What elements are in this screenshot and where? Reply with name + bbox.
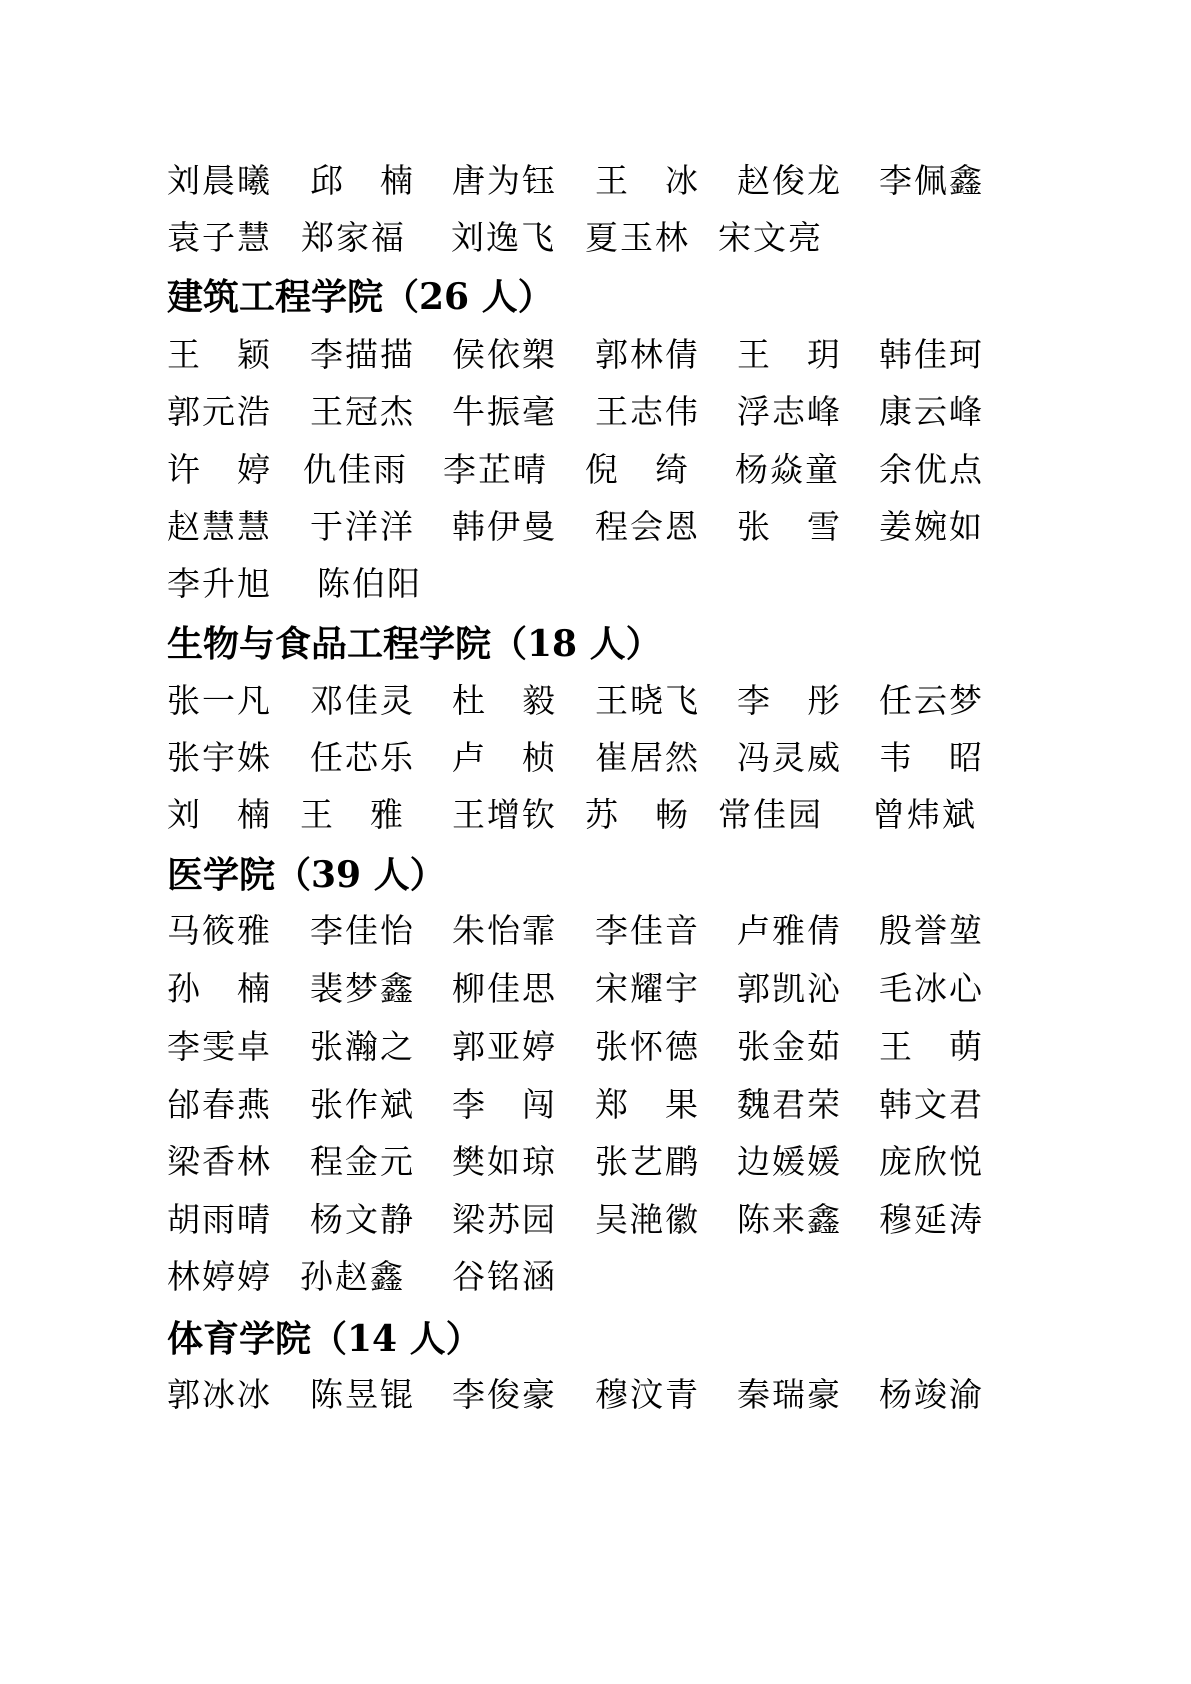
student-name: 王 萌 (879, 1027, 984, 1066)
name-row (167, 502, 1067, 552)
student-name: 李描描 (310, 335, 415, 374)
student-name: 王 雅 (300, 795, 405, 834)
student-name: 杨竣渝 (879, 1375, 984, 1414)
name-row (167, 1370, 1067, 1420)
student-name: 陈来鑫 (737, 1200, 842, 1239)
student-name: 赵俊龙 (737, 161, 842, 200)
student-name: 韩佳珂 (879, 335, 984, 374)
name-row (167, 1022, 1067, 1072)
student-name: 韩文君 (879, 1085, 984, 1124)
student-name: 杨文静 (310, 1200, 415, 1239)
student-name: 郭亚婷 (452, 1027, 557, 1066)
student-name: 胡雨晴 (167, 1200, 272, 1239)
student-name: 庞欣悦 (879, 1142, 984, 1181)
student-name: 曾炜斌 (872, 795, 977, 834)
name-row (167, 790, 1067, 840)
student-name: 王冠杰 (310, 392, 415, 431)
student-name: 魏君荣 (737, 1085, 842, 1124)
student-name: 杜 毅 (452, 681, 557, 720)
name-row (167, 387, 1067, 437)
student-name: 任云梦 (879, 681, 984, 720)
student-name: 卢 桢 (452, 738, 557, 777)
name-row (167, 1137, 1067, 1187)
student-name: 侯依槊 (452, 335, 557, 374)
student-name: 郭凯沁 (737, 969, 842, 1008)
student-name: 孙 楠 (167, 969, 272, 1008)
student-name: 刘逸飞 (451, 218, 556, 257)
student-name: 张一凡 (167, 681, 272, 720)
student-name: 李佩鑫 (879, 161, 984, 200)
name-row (167, 445, 1067, 495)
student-name: 梁香林 (167, 1142, 272, 1181)
name-row (167, 906, 1067, 956)
student-name: 张作斌 (310, 1085, 415, 1124)
student-name: 柳佳思 (452, 969, 557, 1008)
student-name: 于洋洋 (310, 507, 415, 546)
student-name: 郭元浩 (167, 392, 272, 431)
student-name: 李芷晴 (443, 450, 548, 489)
student-name: 唐为钰 (452, 161, 557, 200)
student-name: 赵慧慧 (167, 507, 272, 546)
student-name: 韩伊曼 (452, 507, 557, 546)
student-name: 李升旭 (167, 564, 272, 603)
student-name: 苏 畅 (585, 795, 690, 834)
student-name: 王增钦 (452, 795, 557, 834)
student-name: 孙赵鑫 (300, 1257, 405, 1296)
student-name: 王 冰 (595, 161, 700, 200)
student-name: 杨焱童 (735, 450, 840, 489)
student-name: 冯灵威 (737, 738, 842, 777)
student-name: 常佳园 (718, 795, 823, 834)
student-name: 刘晨曦 (167, 161, 272, 200)
student-name: 秦瑞豪 (737, 1375, 842, 1414)
name-row (167, 559, 1067, 609)
student-name: 李雯卓 (167, 1027, 272, 1066)
name-row (167, 156, 1067, 206)
student-name: 樊如琼 (452, 1142, 557, 1181)
student-name: 邓佳灵 (310, 681, 415, 720)
student-name: 张怀德 (595, 1027, 700, 1066)
student-name: 程会恩 (595, 507, 700, 546)
student-name: 张艺鹛 (595, 1142, 700, 1181)
student-name: 倪 绮 (585, 450, 690, 489)
section-heading: 生物与食品工程学院（18 人） (167, 623, 662, 665)
student-name: 邱 楠 (310, 161, 415, 200)
student-name: 牛振毫 (452, 392, 557, 431)
name-row (167, 964, 1067, 1014)
student-name: 程金元 (310, 1142, 415, 1181)
student-name: 王晓飞 (595, 681, 700, 720)
student-name: 王 玥 (737, 335, 842, 374)
student-name: 卢雅倩 (737, 911, 842, 950)
student-name: 夏玉林 (585, 218, 690, 257)
student-name: 余优点 (879, 450, 984, 489)
student-name: 边媛媛 (737, 1142, 842, 1181)
section-heading: 医学院（39 人） (167, 854, 446, 896)
student-name: 王志伟 (595, 392, 700, 431)
student-name: 李佳怡 (310, 911, 415, 950)
student-name: 宋文亮 (718, 218, 823, 257)
student-name: 张宇姝 (167, 738, 272, 777)
student-name: 王 颖 (167, 335, 272, 374)
student-name: 殷誉堃 (879, 911, 984, 950)
student-name: 刘 楠 (167, 795, 272, 834)
student-name: 陈伯阳 (317, 564, 422, 603)
student-name: 郭冰冰 (167, 1375, 272, 1414)
name-row (167, 1195, 1067, 1245)
student-name: 张瀚之 (310, 1027, 415, 1066)
student-name: 郑 果 (595, 1085, 700, 1124)
student-name: 仇佳雨 (303, 450, 408, 489)
student-name: 康云峰 (879, 392, 984, 431)
student-name: 任芯乐 (310, 738, 415, 777)
name-row (167, 733, 1067, 783)
student-name: 裴梦鑫 (310, 969, 415, 1008)
student-name: 宋耀宇 (595, 969, 700, 1008)
student-name: 林婷婷 (167, 1257, 272, 1296)
student-name: 陈昱锟 (310, 1375, 415, 1414)
name-row (167, 676, 1067, 726)
name-row (167, 213, 1067, 263)
student-name: 邰春燕 (167, 1085, 272, 1124)
student-name: 张金茹 (737, 1027, 842, 1066)
student-name: 袁子慧 (167, 218, 272, 257)
student-name: 李俊豪 (452, 1375, 557, 1414)
student-name: 李佳音 (595, 911, 700, 950)
student-name: 穆延涛 (879, 1200, 984, 1239)
name-row (167, 330, 1067, 380)
student-name: 郭林倩 (595, 335, 700, 374)
student-name: 郑家福 (301, 218, 406, 257)
section-heading: 建筑工程学院（26 人） (167, 276, 554, 318)
student-name: 韦 昭 (879, 738, 984, 777)
student-name: 李 彤 (737, 681, 842, 720)
student-name: 毛冰心 (879, 969, 984, 1008)
student-name: 浮志峰 (737, 392, 842, 431)
student-name: 李 闯 (452, 1085, 557, 1124)
name-row (167, 1252, 1067, 1302)
student-name: 崔居然 (595, 738, 700, 777)
student-name: 许 婷 (167, 450, 272, 489)
student-name: 马筱雅 (167, 911, 272, 950)
section-heading: 体育学院（14 人） (167, 1318, 482, 1360)
student-name: 梁苏园 (452, 1200, 557, 1239)
name-row (167, 1080, 1067, 1130)
student-name: 姜婉如 (879, 507, 984, 546)
student-name: 谷铭涵 (452, 1257, 557, 1296)
student-name: 朱怡霏 (452, 911, 557, 950)
student-name: 吴滟徽 (595, 1200, 700, 1239)
student-name: 张 雪 (737, 507, 842, 546)
student-name: 穆汶青 (595, 1375, 700, 1414)
